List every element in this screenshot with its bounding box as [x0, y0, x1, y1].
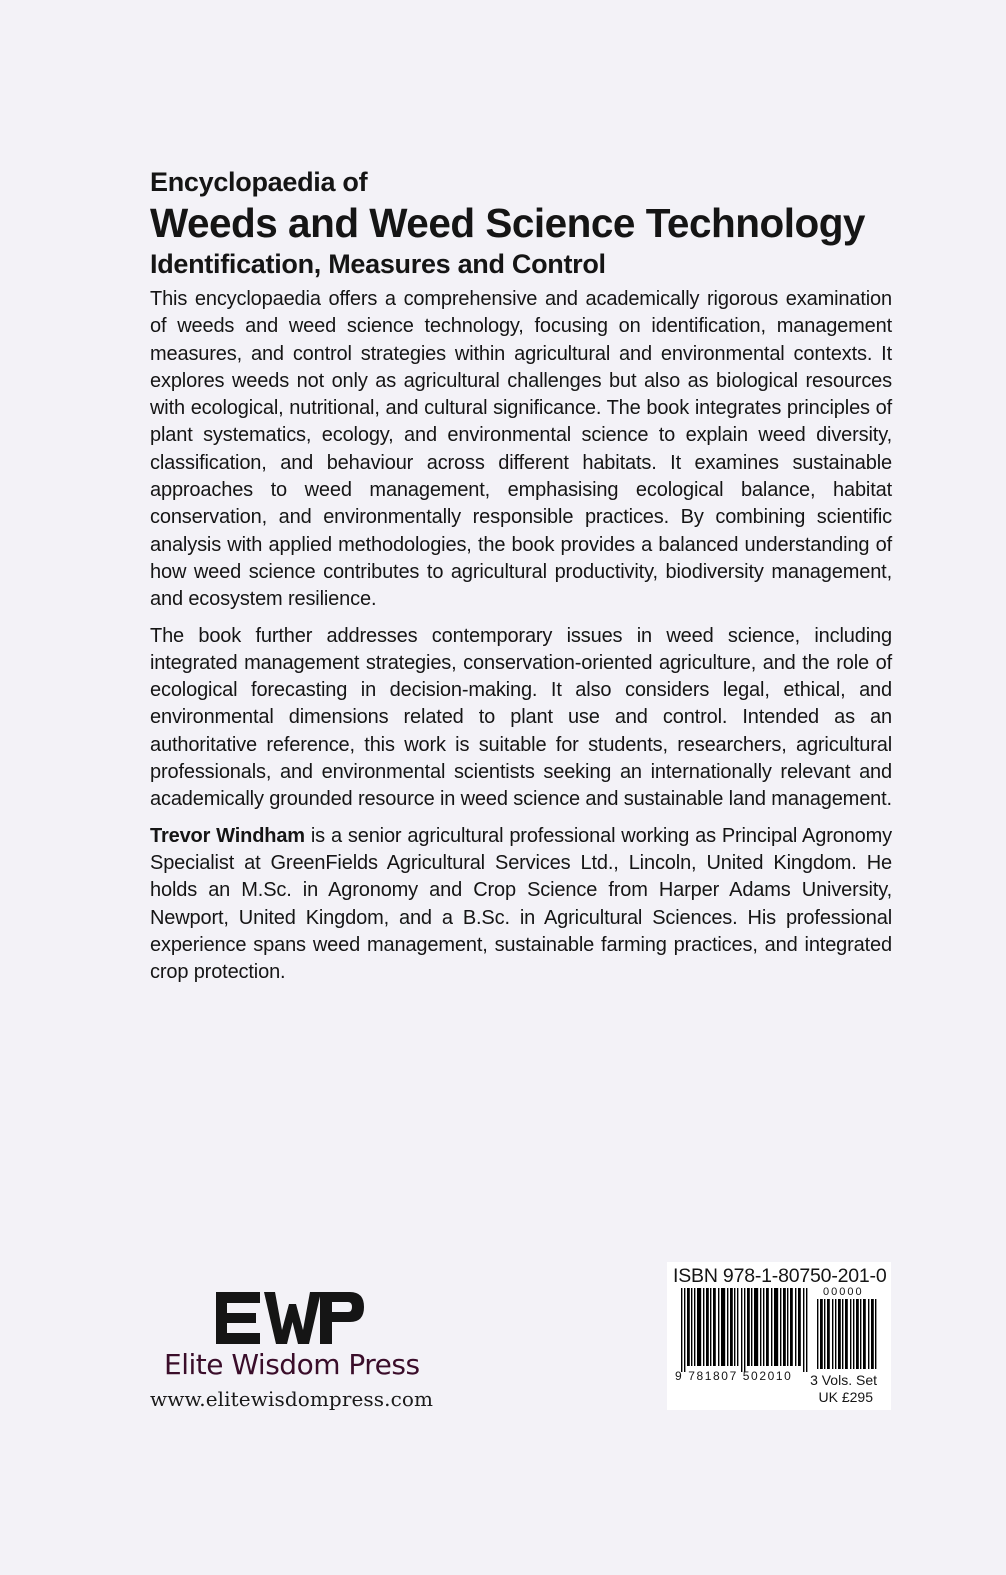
pre-title: Encyclopaedia of [150, 167, 368, 197]
addon-digits: 00000 [823, 1286, 864, 1298]
back-cover-text [150, 166, 892, 995]
price-label: UK £295 [818, 1389, 873, 1405]
set-label: 3 Vols. Set [810, 1372, 877, 1388]
description-paragraph: The book further addresses contemporary issues in weed science, including integrated management strategies, conservation-oriented agriculture, and the role of ecological forecasting in decision-making. It also considers legal, ethical, and environmental dimensions related to plant use and control. Intended as an authoritative reference, this work is suitable for students, researchers, agricultural professionals, and environmental scientists seeking an internationally relevant and academically grounded resource in weed science and sustainable land management. [150, 624, 892, 811]
addon-barcode [817, 1299, 879, 1369]
publisher-block [150, 1292, 440, 1411]
publisher-name: Elite Wisdom Press [164, 1348, 420, 1381]
isbn-barcode [667, 1262, 891, 1410]
ewp-logo [216, 1292, 364, 1344]
ean-digits: 9 781807 502010 [675, 1369, 793, 1383]
publisher-url: www.elitewisdompress.com [150, 1387, 434, 1411]
ean-barcode [681, 1288, 811, 1372]
author-name: Trevor Windham [150, 824, 305, 847]
book-subtitle: Identification, Measures and Control [150, 249, 606, 279]
isbn-number: ISBN 978-1-80750-201-0 [673, 1265, 887, 1287]
book-title: Weeds and Weed Science Technology [150, 200, 865, 246]
description-paragraph: This encyclopaedia offers a comprehensive and academically rigorous examination of weeds and weed science technology, focusing on identification, management measures, and control strategies within agricultural and environmental contexts. It explores weeds not only as agricultural challenges but also as biological resources with ecological, nutritional, and cultural significance. The book integrates principles of plant systematics, ecology, and environmental science to explain weed diversity, classification, and behaviour across different habitats. It examines sustainable approaches to weed management, emphasising ecological balance, habitat conservation, and environmentally responsible practices. By combining scientific analysis with applied methodologies, the book provides a balanced understanding of how weed science contributes to agricultural productivity, biodiversity management, and ecosystem resilience. [150, 288, 892, 611]
author-bio [150, 823, 892, 987]
author-bio-text: is a senior agricultural professional working as Principal Agronomy Specialist at GreenFields Agricultural Services Ltd., Lincoln, United Kingdom. He holds an M.Sc. in Agronomy and Crop Science from Harper Adams University, Newport, United Kingdom, and a B.Sc. in Agricultural Sciences. His professional experience spans weed management, sustainable farming practices, and integrated crop protection. [150, 824, 892, 984]
